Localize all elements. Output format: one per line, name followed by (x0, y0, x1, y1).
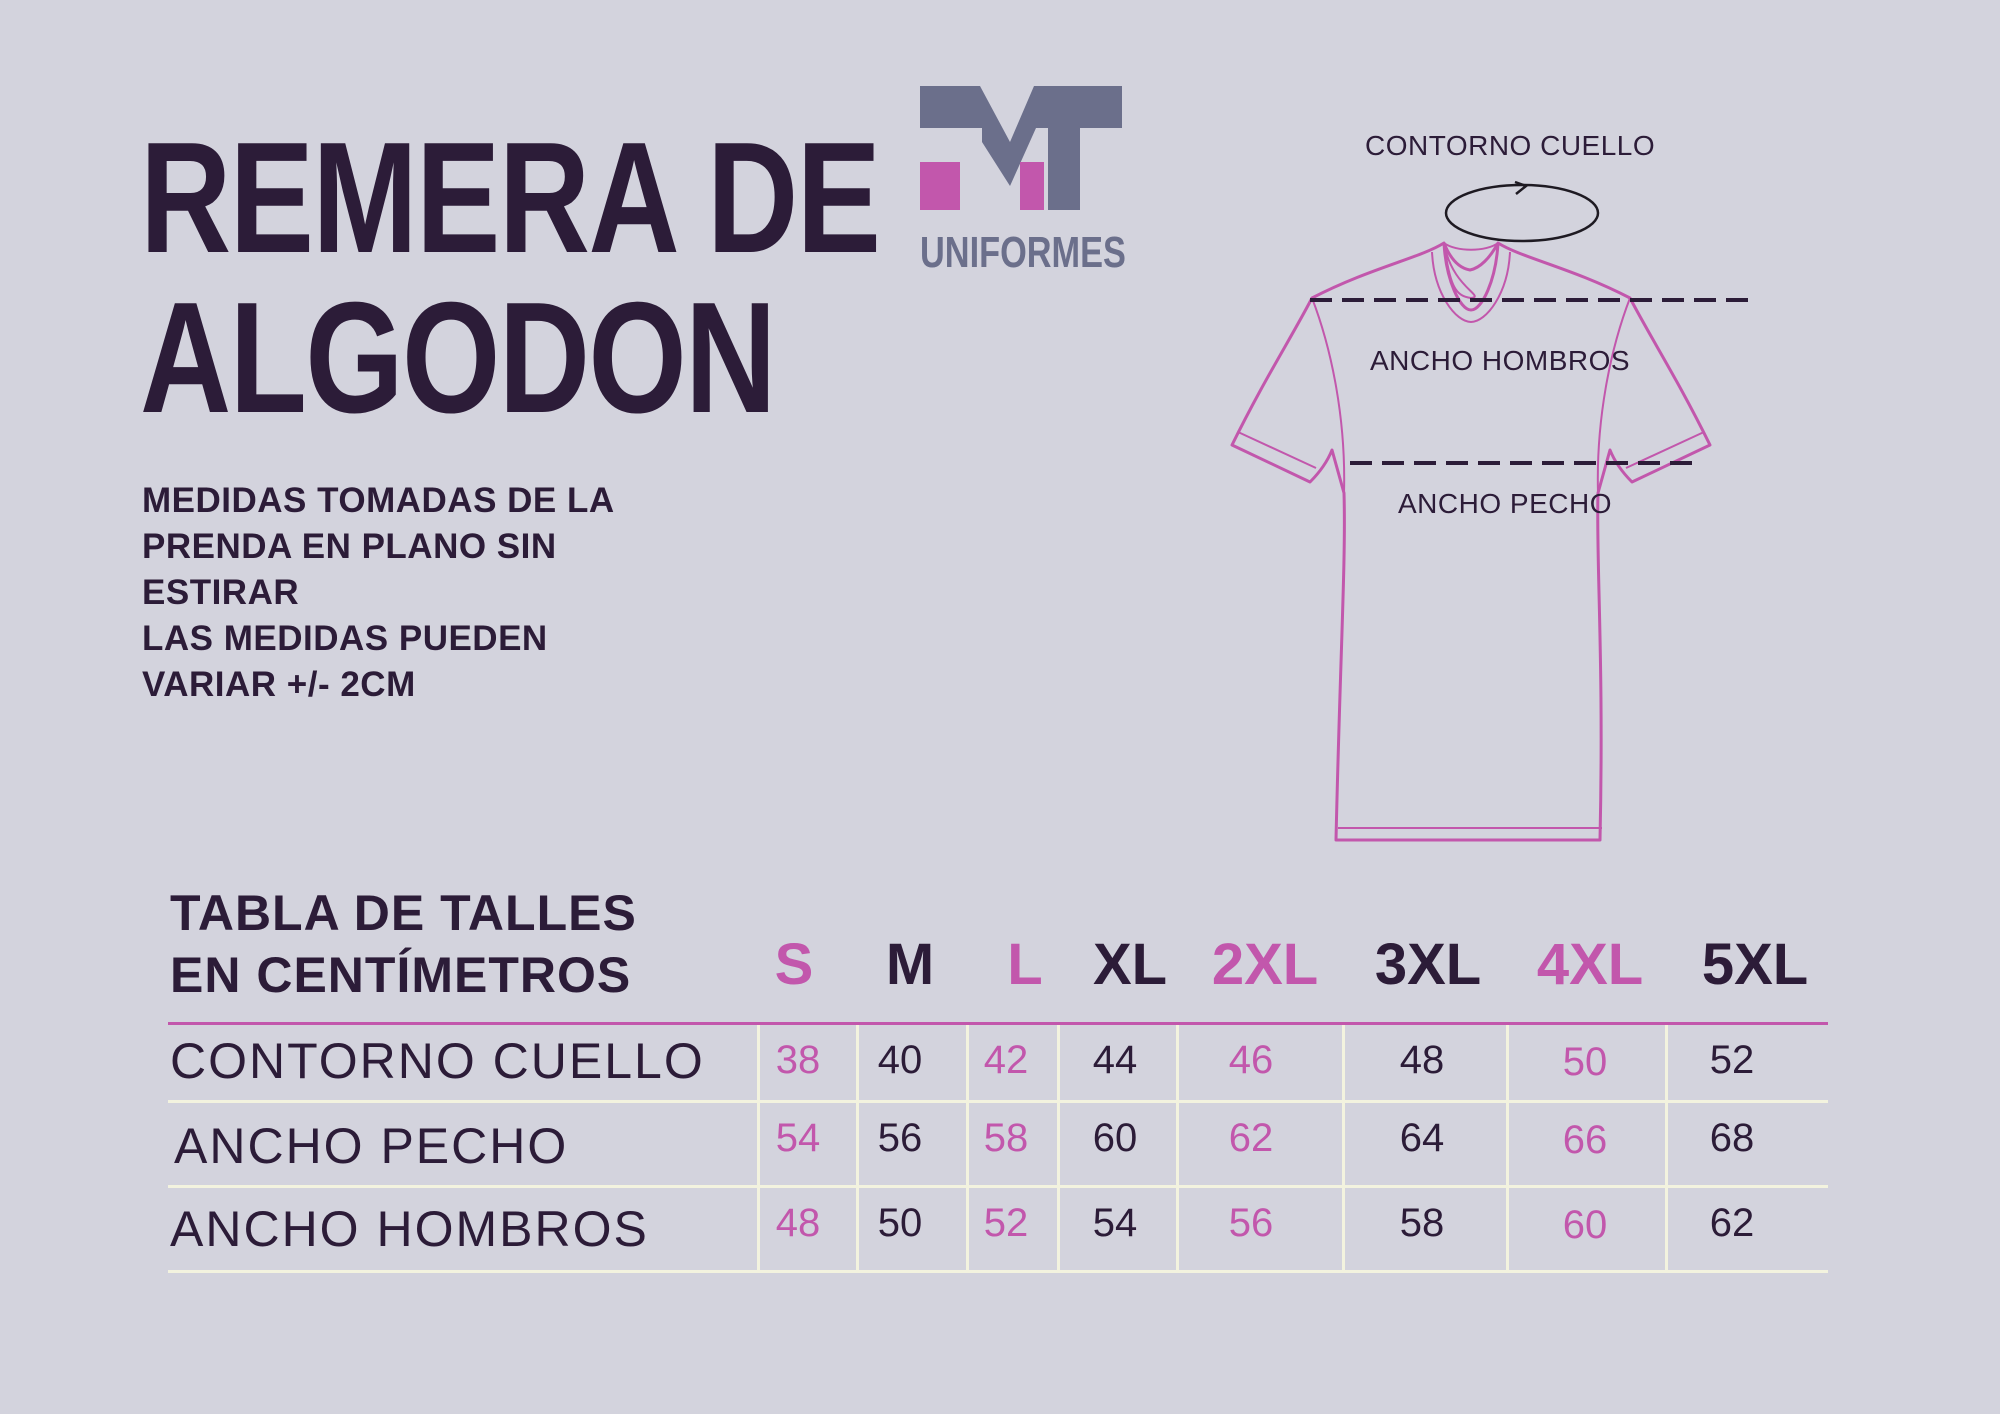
column-divider (1506, 1025, 1509, 1270)
table-cell: 42 (983, 1038, 1029, 1082)
row-divider (168, 1100, 1828, 1103)
column-divider (1176, 1025, 1179, 1270)
column-divider (1665, 1025, 1668, 1270)
note-line: ESTIRAR (142, 573, 300, 612)
row-divider (168, 1185, 1828, 1188)
table-cell: 46 (1228, 1038, 1274, 1082)
table-cell: 50 (877, 1201, 923, 1245)
chest-label: ANCHO PECHO (1398, 488, 1612, 519)
table-cell: 58 (1399, 1201, 1445, 1245)
page-title (140, 110, 880, 446)
table-cell: 44 (1092, 1038, 1138, 1082)
table-cell: 60 (1092, 1116, 1138, 1160)
table-cell: 64 (1399, 1116, 1445, 1160)
logo-wordmark: UNIFORMES (920, 228, 1126, 277)
size-header-m: M (885, 932, 935, 997)
row-label-neck: CONTORNO CUELLO (170, 1033, 705, 1089)
size-header-2xl: 2XL (1211, 932, 1319, 997)
column-divider (1342, 1025, 1345, 1270)
size-header-l: L (1007, 932, 1043, 997)
table-cell: 50 (1562, 1040, 1608, 1084)
table-cell: 38 (775, 1038, 821, 1082)
table-cell: 48 (1399, 1038, 1445, 1082)
size-header-3xl: 3XL (1374, 932, 1482, 997)
title-line-1: REMERA DE (140, 110, 880, 286)
size-header-s: S (774, 932, 814, 997)
size-header-5xl: 5XL (1701, 932, 1809, 997)
shoulder-label: ANCHO HOMBROS (1370, 345, 1631, 376)
table-cell: 56 (1228, 1201, 1274, 1245)
title-line-2: ALGODON (140, 270, 775, 446)
note-line: MEDIDAS TOMADAS DE LA (142, 481, 615, 520)
note-line: PRENDA EN PLANO SIN (142, 527, 557, 566)
table-cell: 54 (1092, 1201, 1138, 1245)
size-header-xl: XL (1092, 932, 1168, 997)
table-cell: 66 (1562, 1118, 1608, 1162)
table-cell: 56 (877, 1116, 923, 1160)
table-title-line: EN CENTÍMETROS (170, 947, 632, 1003)
table-header-divider (168, 1022, 1828, 1025)
table-cell: 54 (775, 1116, 821, 1160)
table-cell: 48 (775, 1201, 821, 1245)
table-cell: 68 (1709, 1116, 1755, 1160)
table-cell: 52 (983, 1201, 1029, 1245)
row-label-chest: ANCHO PECHO (174, 1118, 569, 1174)
table-cell: 62 (1228, 1116, 1274, 1160)
neck-label: CONTORNO CUELLO (1365, 130, 1656, 161)
note-line: VARIAR +/- 2CM (142, 665, 416, 704)
table-cell: 52 (1709, 1038, 1755, 1082)
row-label-shoulders: ANCHO HOMBROS (170, 1201, 649, 1257)
row-divider (168, 1270, 1828, 1273)
measurement-note (142, 478, 782, 708)
table-cell: 60 (1562, 1203, 1608, 1247)
note-line: LAS MEDIDAS PUEDEN (142, 619, 548, 658)
size-header-4xl: 4XL (1536, 932, 1644, 997)
table-cell: 62 (1709, 1201, 1755, 1245)
table-cell: 58 (983, 1116, 1029, 1160)
table-title-line: TABLA DE TALLES (170, 885, 637, 941)
table-title (170, 882, 637, 1006)
table-cell: 40 (877, 1038, 923, 1082)
